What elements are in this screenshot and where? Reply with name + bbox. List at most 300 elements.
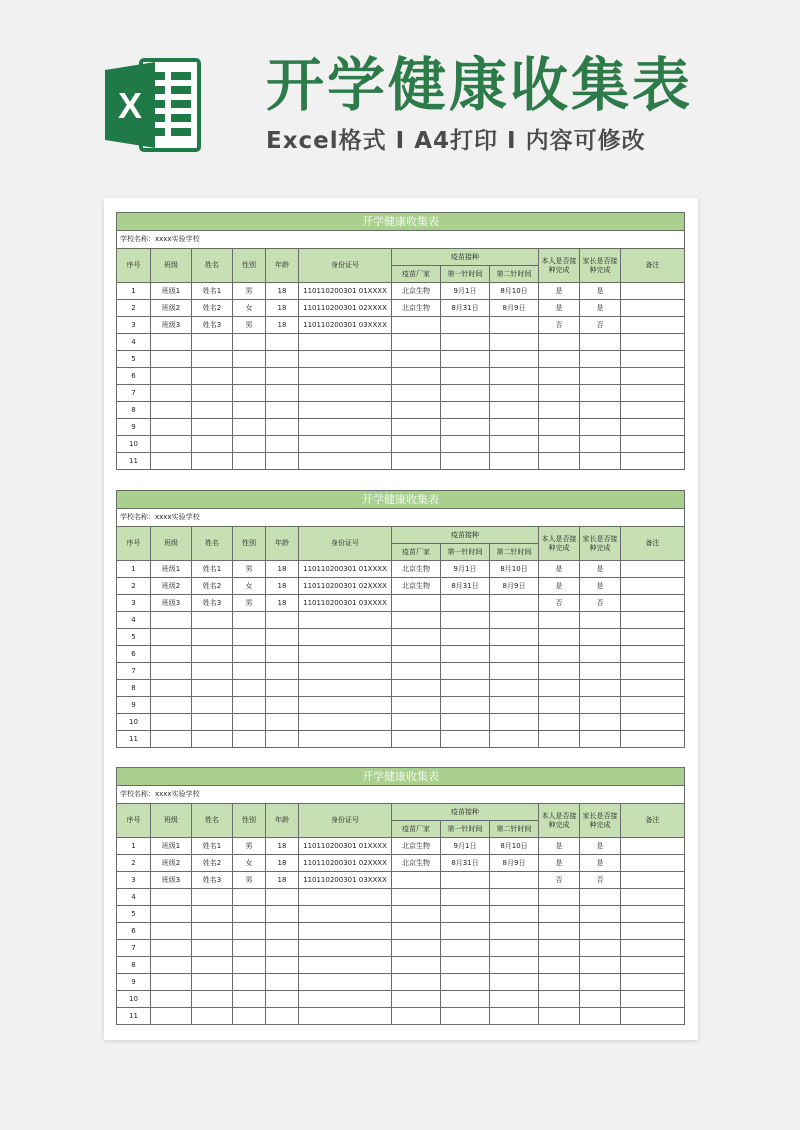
cell-age[interactable]: [266, 351, 299, 368]
cell-dose2[interactable]: [490, 663, 539, 680]
cell-class[interactable]: [151, 714, 192, 731]
cell-dose1[interactable]: [441, 419, 490, 436]
cell-class[interactable]: [151, 889, 192, 906]
cell-maker[interactable]: [392, 923, 441, 940]
cell-id[interactable]: [299, 629, 392, 646]
cell-parent-done[interactable]: 是: [580, 855, 621, 872]
cell-gender[interactable]: 女: [233, 300, 266, 317]
cell-parent-done[interactable]: 否: [580, 595, 621, 612]
cell-class[interactable]: [151, 419, 192, 436]
cell-self-done[interactable]: [539, 629, 580, 646]
cell-note[interactable]: [621, 906, 685, 923]
cell-dose1[interactable]: [441, 974, 490, 991]
cell-note[interactable]: [621, 697, 685, 714]
cell-parent-done[interactable]: [580, 906, 621, 923]
cell-id[interactable]: [299, 351, 392, 368]
cell-class[interactable]: [151, 697, 192, 714]
cell-seq[interactable]: 3: [117, 317, 151, 334]
cell-class[interactable]: 班级2: [151, 855, 192, 872]
cell-age[interactable]: [266, 402, 299, 419]
cell-parent-done[interactable]: [580, 714, 621, 731]
cell-id[interactable]: 110110200301 01XXXX: [299, 283, 392, 300]
cell-class[interactable]: [151, 612, 192, 629]
cell-parent-done[interactable]: [580, 731, 621, 748]
cell-maker[interactable]: 北京生物: [392, 561, 441, 578]
cell-name[interactable]: [192, 646, 233, 663]
cell-parent-done[interactable]: [580, 612, 621, 629]
cell-gender[interactable]: [233, 1008, 266, 1025]
cell-id[interactable]: 110110200301 01XXXX: [299, 838, 392, 855]
cell-note[interactable]: [621, 889, 685, 906]
cell-id[interactable]: [299, 436, 392, 453]
cell-class[interactable]: 班级2: [151, 578, 192, 595]
cell-maker[interactable]: 北京生物: [392, 578, 441, 595]
cell-age[interactable]: [266, 906, 299, 923]
cell-dose2[interactable]: 8月10日: [490, 283, 539, 300]
cell-name[interactable]: 姓名1: [192, 283, 233, 300]
cell-self-done[interactable]: [539, 402, 580, 419]
cell-class[interactable]: [151, 957, 192, 974]
cell-class[interactable]: [151, 453, 192, 470]
cell-self-done[interactable]: [539, 385, 580, 402]
cell-class[interactable]: [151, 923, 192, 940]
cell-maker[interactable]: [392, 351, 441, 368]
cell-age[interactable]: [266, 419, 299, 436]
cell-id[interactable]: 110110200301 02XXXX: [299, 578, 392, 595]
cell-name[interactable]: [192, 906, 233, 923]
cell-parent-done[interactable]: [580, 974, 621, 991]
cell-dose1[interactable]: [441, 317, 490, 334]
cell-dose2[interactable]: [490, 436, 539, 453]
cell-id[interactable]: [299, 991, 392, 1008]
cell-dose2[interactable]: [490, 923, 539, 940]
cell-note[interactable]: [621, 300, 685, 317]
cell-gender[interactable]: 男: [233, 561, 266, 578]
cell-maker[interactable]: [392, 419, 441, 436]
cell-dose2[interactable]: [490, 680, 539, 697]
cell-dose1[interactable]: [441, 663, 490, 680]
cell-seq[interactable]: 8: [117, 957, 151, 974]
cell-name[interactable]: 姓名2: [192, 578, 233, 595]
cell-dose1[interactable]: [441, 646, 490, 663]
cell-dose2[interactable]: [490, 889, 539, 906]
cell-parent-done[interactable]: [580, 923, 621, 940]
cell-gender[interactable]: 男: [233, 595, 266, 612]
cell-self-done[interactable]: [539, 351, 580, 368]
cell-gender[interactable]: [233, 714, 266, 731]
cell-gender[interactable]: [233, 663, 266, 680]
cell-self-done[interactable]: [539, 906, 580, 923]
cell-parent-done[interactable]: [580, 351, 621, 368]
cell-seq[interactable]: 11: [117, 1008, 151, 1025]
cell-seq[interactable]: 7: [117, 940, 151, 957]
cell-name[interactable]: [192, 923, 233, 940]
cell-class[interactable]: [151, 334, 192, 351]
cell-self-done[interactable]: 否: [539, 595, 580, 612]
cell-gender[interactable]: [233, 680, 266, 697]
cell-id[interactable]: [299, 974, 392, 991]
cell-class[interactable]: [151, 385, 192, 402]
cell-maker[interactable]: [392, 697, 441, 714]
cell-seq[interactable]: 1: [117, 561, 151, 578]
cell-self-done[interactable]: [539, 646, 580, 663]
cell-self-done[interactable]: [539, 419, 580, 436]
cell-name[interactable]: [192, 436, 233, 453]
cell-maker[interactable]: [392, 714, 441, 731]
cell-name[interactable]: [192, 940, 233, 957]
cell-seq[interactable]: 4: [117, 334, 151, 351]
cell-gender[interactable]: [233, 940, 266, 957]
cell-dose1[interactable]: [441, 595, 490, 612]
cell-parent-done[interactable]: [580, 646, 621, 663]
cell-dose2[interactable]: [490, 612, 539, 629]
cell-id[interactable]: [299, 334, 392, 351]
cell-self-done[interactable]: [539, 974, 580, 991]
cell-class[interactable]: [151, 646, 192, 663]
cell-id[interactable]: [299, 714, 392, 731]
cell-dose1[interactable]: 8月31日: [441, 300, 490, 317]
cell-seq[interactable]: 11: [117, 731, 151, 748]
cell-gender[interactable]: [233, 385, 266, 402]
cell-class[interactable]: [151, 351, 192, 368]
cell-name[interactable]: [192, 663, 233, 680]
cell-name[interactable]: [192, 419, 233, 436]
cell-age[interactable]: [266, 697, 299, 714]
cell-gender[interactable]: [233, 629, 266, 646]
cell-note[interactable]: [621, 923, 685, 940]
cell-self-done[interactable]: 是: [539, 283, 580, 300]
cell-parent-done[interactable]: [580, 368, 621, 385]
cell-class[interactable]: 班级3: [151, 595, 192, 612]
cell-self-done[interactable]: 是: [539, 838, 580, 855]
cell-parent-done[interactable]: [580, 1008, 621, 1025]
cell-dose2[interactable]: [490, 940, 539, 957]
cell-parent-done[interactable]: [580, 385, 621, 402]
cell-self-done[interactable]: 是: [539, 578, 580, 595]
cell-class[interactable]: 班级3: [151, 317, 192, 334]
cell-maker[interactable]: [392, 1008, 441, 1025]
cell-dose1[interactable]: 9月1日: [441, 838, 490, 855]
cell-name[interactable]: 姓名1: [192, 838, 233, 855]
cell-class[interactable]: 班级1: [151, 838, 192, 855]
cell-parent-done[interactable]: 是: [580, 578, 621, 595]
cell-maker[interactable]: [392, 612, 441, 629]
cell-maker[interactable]: [392, 317, 441, 334]
cell-age[interactable]: 18: [266, 300, 299, 317]
cell-gender[interactable]: [233, 731, 266, 748]
cell-parent-done[interactable]: [580, 889, 621, 906]
cell-note[interactable]: [621, 436, 685, 453]
cell-dose1[interactable]: [441, 714, 490, 731]
cell-seq[interactable]: 10: [117, 991, 151, 1008]
cell-gender[interactable]: [233, 612, 266, 629]
cell-class[interactable]: [151, 436, 192, 453]
cell-self-done[interactable]: [539, 663, 580, 680]
cell-note[interactable]: [621, 1008, 685, 1025]
cell-note[interactable]: [621, 317, 685, 334]
cell-gender[interactable]: [233, 646, 266, 663]
cell-class[interactable]: [151, 402, 192, 419]
cell-note[interactable]: [621, 991, 685, 1008]
cell-name[interactable]: [192, 680, 233, 697]
cell-age[interactable]: [266, 714, 299, 731]
cell-note[interactable]: [621, 680, 685, 697]
cell-age[interactable]: [266, 731, 299, 748]
cell-class[interactable]: [151, 731, 192, 748]
cell-maker[interactable]: [392, 889, 441, 906]
cell-self-done[interactable]: [539, 889, 580, 906]
cell-name[interactable]: [192, 889, 233, 906]
cell-dose2[interactable]: [490, 334, 539, 351]
cell-name[interactable]: [192, 991, 233, 1008]
cell-dose2[interactable]: [490, 1008, 539, 1025]
cell-gender[interactable]: 男: [233, 317, 266, 334]
cell-name[interactable]: [192, 453, 233, 470]
cell-dose2[interactable]: [490, 351, 539, 368]
cell-class[interactable]: 班级3: [151, 872, 192, 889]
cell-seq[interactable]: 8: [117, 402, 151, 419]
cell-gender[interactable]: 男: [233, 838, 266, 855]
cell-age[interactable]: [266, 385, 299, 402]
cell-seq[interactable]: 9: [117, 974, 151, 991]
cell-dose1[interactable]: [441, 385, 490, 402]
cell-id[interactable]: [299, 385, 392, 402]
cell-dose2[interactable]: [490, 419, 539, 436]
cell-dose1[interactable]: [441, 697, 490, 714]
cell-id[interactable]: 110110200301 03XXXX: [299, 595, 392, 612]
cell-id[interactable]: [299, 453, 392, 470]
cell-age[interactable]: [266, 957, 299, 974]
cell-age[interactable]: [266, 629, 299, 646]
cell-dose1[interactable]: [441, 351, 490, 368]
cell-id[interactable]: 110110200301 02XXXX: [299, 855, 392, 872]
cell-note[interactable]: [621, 561, 685, 578]
cell-note[interactable]: [621, 646, 685, 663]
cell-note[interactable]: [621, 283, 685, 300]
cell-seq[interactable]: 10: [117, 714, 151, 731]
cell-seq[interactable]: 6: [117, 646, 151, 663]
cell-name[interactable]: [192, 1008, 233, 1025]
cell-dose1[interactable]: 9月1日: [441, 283, 490, 300]
cell-id[interactable]: [299, 368, 392, 385]
cell-gender[interactable]: [233, 923, 266, 940]
cell-id[interactable]: [299, 697, 392, 714]
cell-self-done[interactable]: 是: [539, 855, 580, 872]
cell-dose2[interactable]: [490, 697, 539, 714]
cell-note[interactable]: [621, 663, 685, 680]
cell-seq[interactable]: 4: [117, 612, 151, 629]
cell-maker[interactable]: [392, 957, 441, 974]
cell-id[interactable]: [299, 923, 392, 940]
cell-age[interactable]: [266, 453, 299, 470]
cell-seq[interactable]: 8: [117, 680, 151, 697]
cell-seq[interactable]: 1: [117, 838, 151, 855]
cell-self-done[interactable]: [539, 368, 580, 385]
cell-dose1[interactable]: [441, 872, 490, 889]
cell-age[interactable]: 18: [266, 283, 299, 300]
cell-parent-done[interactable]: 是: [580, 300, 621, 317]
cell-note[interactable]: [621, 629, 685, 646]
cell-maker[interactable]: [392, 731, 441, 748]
cell-id[interactable]: [299, 663, 392, 680]
cell-name[interactable]: 姓名1: [192, 561, 233, 578]
cell-age[interactable]: [266, 889, 299, 906]
cell-maker[interactable]: 北京生物: [392, 283, 441, 300]
cell-self-done[interactable]: [539, 940, 580, 957]
cell-dose2[interactable]: [490, 957, 539, 974]
cell-parent-done[interactable]: [580, 334, 621, 351]
cell-seq[interactable]: 4: [117, 889, 151, 906]
cell-dose2[interactable]: 8月9日: [490, 855, 539, 872]
cell-seq[interactable]: 5: [117, 629, 151, 646]
cell-gender[interactable]: [233, 453, 266, 470]
cell-maker[interactable]: 北京生物: [392, 855, 441, 872]
cell-dose1[interactable]: [441, 436, 490, 453]
cell-maker[interactable]: [392, 663, 441, 680]
cell-id[interactable]: [299, 680, 392, 697]
cell-name[interactable]: 姓名3: [192, 872, 233, 889]
cell-class[interactable]: [151, 680, 192, 697]
cell-id[interactable]: [299, 1008, 392, 1025]
cell-seq[interactable]: 3: [117, 595, 151, 612]
cell-note[interactable]: [621, 855, 685, 872]
cell-id[interactable]: 110110200301 03XXXX: [299, 317, 392, 334]
cell-id[interactable]: 110110200301 03XXXX: [299, 872, 392, 889]
cell-id[interactable]: [299, 612, 392, 629]
cell-gender[interactable]: [233, 334, 266, 351]
cell-dose1[interactable]: [441, 957, 490, 974]
cell-dose2[interactable]: [490, 731, 539, 748]
cell-parent-done[interactable]: [580, 453, 621, 470]
cell-id[interactable]: [299, 906, 392, 923]
cell-gender[interactable]: [233, 419, 266, 436]
cell-dose1[interactable]: [441, 991, 490, 1008]
cell-seq[interactable]: 5: [117, 906, 151, 923]
cell-self-done[interactable]: [539, 697, 580, 714]
cell-dose2[interactable]: [490, 317, 539, 334]
cell-name[interactable]: [192, 385, 233, 402]
cell-dose2[interactable]: [490, 453, 539, 470]
cell-note[interactable]: [621, 453, 685, 470]
cell-note[interactable]: [621, 957, 685, 974]
cell-note[interactable]: [621, 731, 685, 748]
cell-seq[interactable]: 7: [117, 663, 151, 680]
cell-name[interactable]: [192, 334, 233, 351]
cell-name[interactable]: [192, 957, 233, 974]
cell-age[interactable]: 18: [266, 838, 299, 855]
cell-note[interactable]: [621, 940, 685, 957]
cell-id[interactable]: [299, 646, 392, 663]
cell-dose1[interactable]: [441, 680, 490, 697]
cell-maker[interactable]: 北京生物: [392, 838, 441, 855]
cell-name[interactable]: [192, 697, 233, 714]
cell-parent-done[interactable]: [580, 629, 621, 646]
cell-gender[interactable]: [233, 697, 266, 714]
cell-note[interactable]: [621, 714, 685, 731]
cell-name[interactable]: [192, 612, 233, 629]
cell-parent-done[interactable]: [580, 436, 621, 453]
cell-note[interactable]: [621, 974, 685, 991]
cell-note[interactable]: [621, 368, 685, 385]
cell-age[interactable]: [266, 923, 299, 940]
cell-dose2[interactable]: [490, 714, 539, 731]
cell-class[interactable]: [151, 906, 192, 923]
cell-dose1[interactable]: [441, 453, 490, 470]
cell-class[interactable]: 班级1: [151, 561, 192, 578]
cell-maker[interactable]: [392, 629, 441, 646]
cell-id[interactable]: [299, 940, 392, 957]
cell-name[interactable]: [192, 368, 233, 385]
cell-dose2[interactable]: [490, 991, 539, 1008]
cell-parent-done[interactable]: [580, 991, 621, 1008]
cell-age[interactable]: [266, 991, 299, 1008]
cell-id[interactable]: 110110200301 01XXXX: [299, 561, 392, 578]
cell-gender[interactable]: 男: [233, 283, 266, 300]
cell-maker[interactable]: [392, 646, 441, 663]
cell-parent-done[interactable]: 是: [580, 838, 621, 855]
cell-name[interactable]: [192, 731, 233, 748]
cell-id[interactable]: [299, 889, 392, 906]
cell-dose2[interactable]: [490, 646, 539, 663]
cell-dose2[interactable]: [490, 595, 539, 612]
cell-dose2[interactable]: 8月10日: [490, 561, 539, 578]
cell-age[interactable]: [266, 334, 299, 351]
cell-class[interactable]: [151, 1008, 192, 1025]
cell-dose2[interactable]: 8月9日: [490, 578, 539, 595]
cell-dose2[interactable]: 8月10日: [490, 838, 539, 855]
cell-dose1[interactable]: [441, 889, 490, 906]
cell-dose1[interactable]: 9月1日: [441, 561, 490, 578]
cell-gender[interactable]: [233, 436, 266, 453]
cell-age[interactable]: [266, 368, 299, 385]
cell-seq[interactable]: 2: [117, 855, 151, 872]
cell-self-done[interactable]: [539, 957, 580, 974]
cell-note[interactable]: [621, 872, 685, 889]
cell-seq[interactable]: 2: [117, 578, 151, 595]
cell-self-done[interactable]: 是: [539, 300, 580, 317]
cell-maker[interactable]: 北京生物: [392, 300, 441, 317]
cell-class[interactable]: [151, 991, 192, 1008]
cell-self-done[interactable]: [539, 714, 580, 731]
cell-class[interactable]: [151, 940, 192, 957]
cell-id[interactable]: [299, 419, 392, 436]
cell-parent-done[interactable]: [580, 663, 621, 680]
cell-dose2[interactable]: [490, 402, 539, 419]
cell-age[interactable]: 18: [266, 578, 299, 595]
cell-seq[interactable]: 7: [117, 385, 151, 402]
cell-id[interactable]: 110110200301 02XXXX: [299, 300, 392, 317]
cell-name[interactable]: 姓名3: [192, 595, 233, 612]
cell-seq[interactable]: 3: [117, 872, 151, 889]
cell-parent-done[interactable]: 否: [580, 872, 621, 889]
cell-maker[interactable]: [392, 974, 441, 991]
cell-id[interactable]: [299, 402, 392, 419]
cell-seq[interactable]: 10: [117, 436, 151, 453]
cell-note[interactable]: [621, 578, 685, 595]
cell-age[interactable]: 18: [266, 872, 299, 889]
cell-maker[interactable]: [392, 402, 441, 419]
cell-age[interactable]: [266, 680, 299, 697]
cell-self-done[interactable]: [539, 436, 580, 453]
cell-self-done[interactable]: [539, 1008, 580, 1025]
cell-name[interactable]: 姓名2: [192, 855, 233, 872]
cell-self-done[interactable]: [539, 923, 580, 940]
cell-dose2[interactable]: [490, 385, 539, 402]
cell-note[interactable]: [621, 351, 685, 368]
cell-note[interactable]: [621, 595, 685, 612]
cell-parent-done[interactable]: [580, 940, 621, 957]
cell-dose2[interactable]: 8月9日: [490, 300, 539, 317]
